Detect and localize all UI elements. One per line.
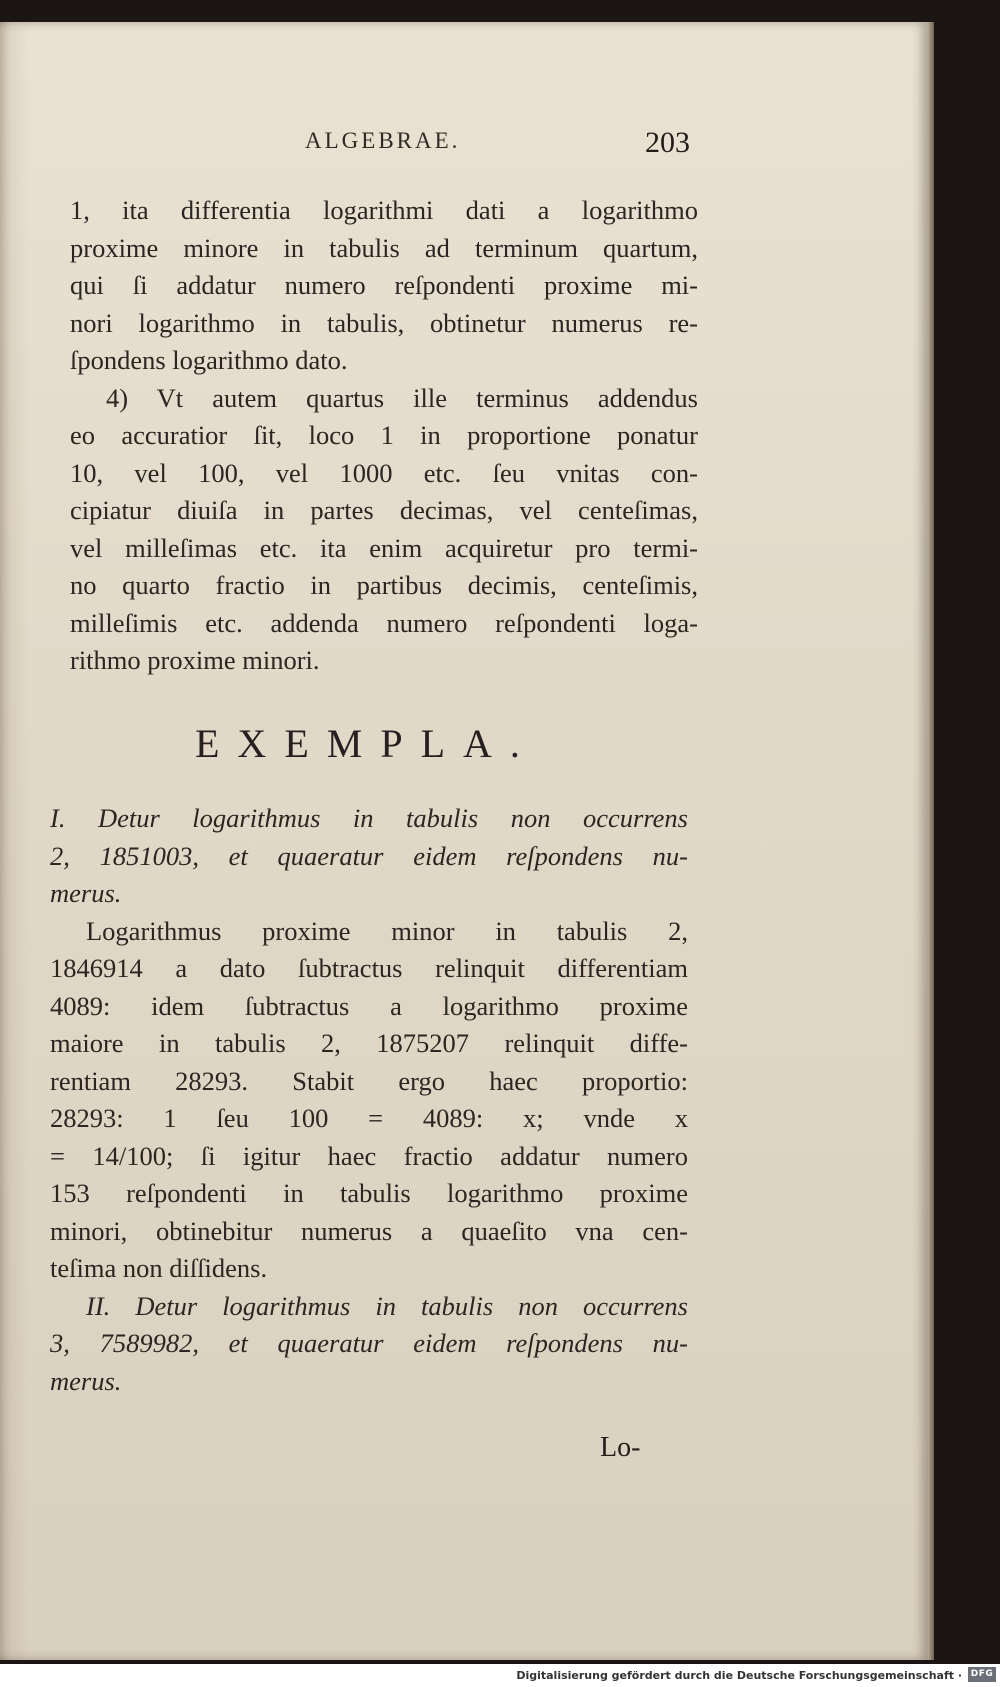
section-heading: EXEMPLA. [195, 721, 538, 766]
running-head: ALGEBRAE. [305, 128, 461, 153]
text-line: 4) Vt autem quartus ille terminus addendus [106, 382, 698, 413]
example-line: merus. [50, 878, 122, 908]
example-line: = 14/100; ſi igitur haec fractio addatur numero [50, 1140, 688, 1171]
example-line: 1846914 a dato ſubtractus relinquit differentiam [50, 953, 688, 983]
text-line: rithmo proxime minori. [70, 645, 320, 675]
examples-text [50, 800, 688, 1400]
page-number: 203 [645, 126, 690, 159]
text-line: milleſimis etc. addenda numero reſpondenti loga- [70, 607, 698, 638]
body-text [70, 192, 698, 680]
example-line: rentiam 28293. Stabit ergo haec proportio: [50, 1065, 688, 1096]
text-line: ſpondens logarithmo dato. [70, 345, 348, 375]
text-line: nori logarithmo in tabulis, obtinetur numerus re- [70, 307, 698, 338]
footer-credit: Digitalisierung gefördert durch die Deutsche Forschungsgemeinschaft · [516, 1669, 962, 1682]
example-line: 3, 7589982, et quaeratur eidem reſpondens nu- [50, 1328, 688, 1358]
example-line: I. Detur logarithmus in tabulis non occurrens [50, 803, 688, 833]
text-line: vel milleſimas etc. ita enim acquiretur pro termi- [70, 532, 698, 563]
text-line: no quarto fractio in partibus decimis, centeſimis, [70, 570, 698, 600]
example-line: Logarithmus proxime minor in tabulis 2, [86, 915, 688, 946]
example-line: 2, 1851003, et quaeratur eidem reſpondens nu- [50, 840, 688, 871]
dfg-logo-icon: DFG [968, 1667, 996, 1682]
catch-word: Lo- [600, 1432, 641, 1463]
example-line: 4089: idem ſubtractus a logarithmo proxime [50, 990, 688, 1021]
text-line: proxime minore in tabulis ad terminum quartum, [70, 232, 698, 263]
example-line: 153 reſpondenti in tabulis logarithmo proxime [50, 1178, 688, 1208]
text-line: 1, ita differentia logarithmi dati a logarithmo [70, 195, 698, 225]
example-line: teſima non diſſidens. [50, 1253, 268, 1283]
text-line: qui ſi addatur numero reſpondenti proxime mi- [70, 270, 698, 300]
example-line: 28293: 1 ſeu 100 = 4089: x; vnde x [50, 1103, 688, 1133]
text-line: 10, vel 100, vel 1000 etc. ſeu vnitas con- [70, 457, 698, 488]
example-line: II. Detur logarithmus in tabulis non occurrens [86, 1290, 688, 1321]
page-edge [928, 22, 934, 1660]
example-line: minori, obtinebitur numerus a quaeſito vna cen- [50, 1215, 688, 1246]
example-line: maiore in tabulis 2, 1875207 relinquit diffe- [50, 1028, 688, 1058]
text-line: eo accuratior ſit, loco 1 in proportione ponatur [70, 420, 698, 450]
example-line: merus. [50, 1365, 122, 1396]
text-line: cipiatur diuiſa in partes decimas, vel centeſimas, [70, 495, 698, 525]
